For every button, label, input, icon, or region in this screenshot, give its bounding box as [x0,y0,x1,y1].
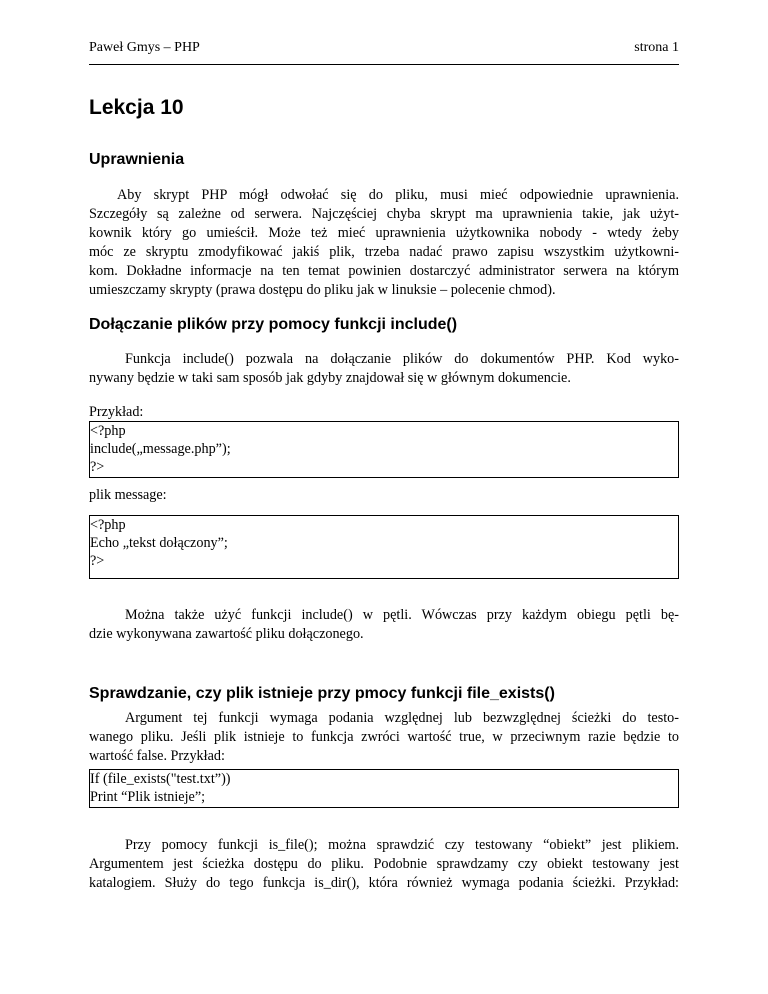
code-block-message [89,515,679,579]
text-line: Szczegóły są zależne od serwera. Najczęściej chyba skrypt ma uprawnienia takie, jak użyt- [89,206,679,222]
code-line: ?> [90,459,105,475]
text-line: umieszczamy skrypty (prawa dostępu do pliku jak w linuksie – polecenie chmod). [89,282,556,298]
example-label: Przykład: [89,404,144,420]
file-label: plik message: [89,487,167,503]
header-divider [89,64,679,65]
code-line: If (file_exists("test.txt”)) [90,771,231,787]
code-block-include [89,421,679,478]
paragraph-uprawnienia [89,186,679,300]
text-line: Argument tej funkcji wymaga podania względnej lub bezwzględnej ścieżki do testo- [125,710,679,726]
text-line: dzie wykonywana zawartość pliku dołączonego. [89,626,364,642]
header-page-number: strona 1 [634,40,679,55]
code-line: ?> [90,553,105,569]
text-line: kownik który go umieścił. Może też mieć uprawnienia użytkownika nobody - wtedy żeby [89,225,679,241]
page-title: Lekcja 10 [89,96,184,119]
paragraph-include [89,350,679,388]
text-line: nywany będzie w taki sam sposób jak gdyby znajdował się w głównym dokumencie. [89,370,571,386]
heading-uprawnienia: Uprawnienia [89,151,185,168]
text-line: wartość false. Przykład: [89,748,225,764]
header-author: Paweł Gmys – PHP [89,40,200,55]
text-line: Argumentem jest ścieżka dostępu do pliku. Podobnie sprawdzamy czy obiekt testowany jest [89,856,679,872]
code-line: <?php [90,517,126,533]
text-line: Można także użyć funkcji include() w pętli. Wówczas przy każdym obiegu pętli bę- [125,607,679,623]
text-line: kom. Dokładne informacje na ten temat powinien dostarczyć administrator serwera na którym [89,263,679,279]
code-line: Print “Plik istnieje”; [90,789,206,805]
code-block-file-exists [89,769,679,808]
text-line: Przy pomocy funkcji is_file(); można sprawdzić czy testowany “obiekt” jest plikiem. [125,837,679,853]
text-line: wanego pliku. Jeśli plik istnieje to funkcja zwróci wartość true, w przeciwnym razie będzie to [89,729,679,745]
paragraph-include-loop [89,606,679,644]
text-line: Aby skrypt PHP mógł odwołać się do pliku, musi mieć odpowiednie uprawnienia. [117,187,679,203]
text-line: móc ze skryptu zmodyfikować jakiś plik, trzeba nadać prawo zapisu wszystkim użytkowni- [89,244,679,260]
text-line: katalogiem. Służy do tego funkcja is_dir(), która również wymaga podania ścieżki. Przykład: [89,875,679,891]
paragraph-file-exists [89,709,679,766]
code-line: <?php [90,423,126,439]
code-line: include(„message.php”); [90,441,231,457]
text-line: Funkcja include() pozwala na dołączanie plików do dokumentów PHP. Kod wyko- [125,351,679,367]
page-header [89,40,679,60]
paragraph-is-file [89,836,679,893]
code-line: Echo „tekst dołączony”; [90,535,228,551]
heading-include: Dołączanie plików przy pomocy funkcji include() [89,316,458,333]
heading-file-exists: Sprawdzanie, czy plik istnieje przy pmocy funkcji file_exists() [89,685,555,702]
